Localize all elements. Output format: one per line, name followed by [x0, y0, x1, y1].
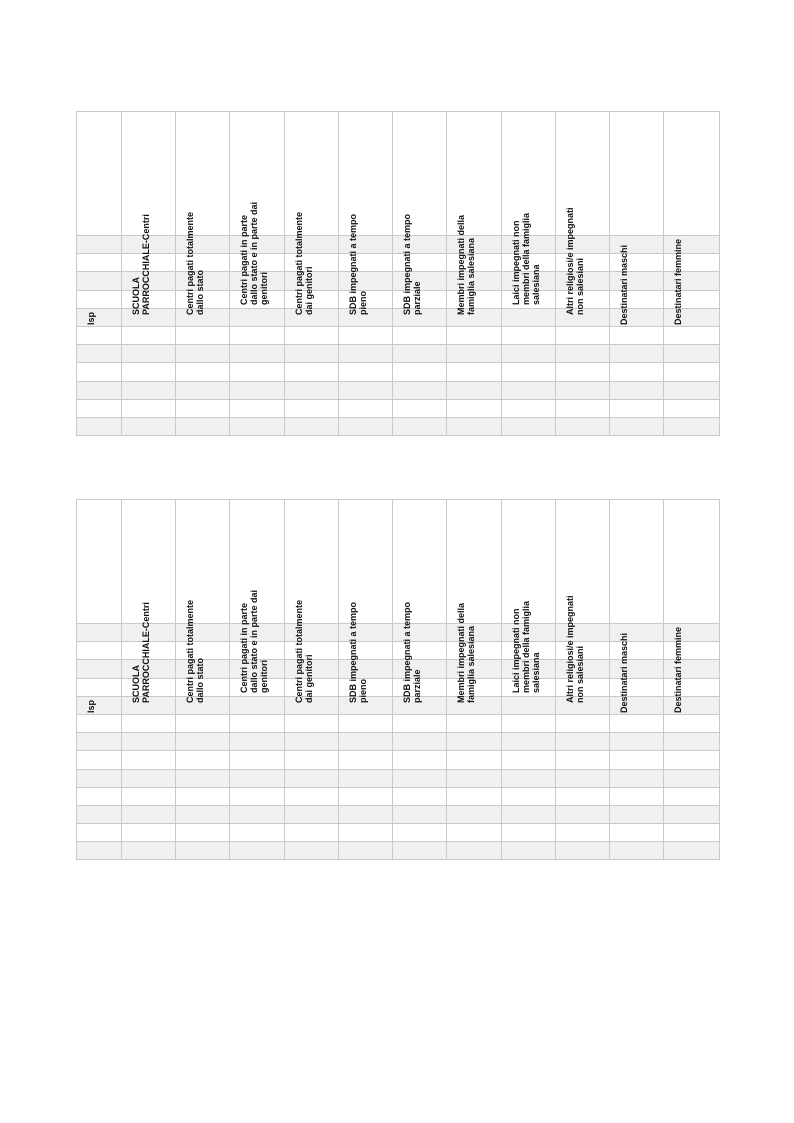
table-cell — [77, 824, 122, 842]
col-header-destinatari-femmine: Destinatari femmine — [664, 112, 720, 236]
col-header-scuola-parrocchiale: SCUOLA PARROCCHIALE-Centri — [122, 500, 176, 624]
table-cell — [285, 399, 339, 417]
table-cell — [664, 254, 720, 272]
table-cell — [285, 345, 339, 363]
table-cell — [393, 751, 447, 769]
table-cell — [230, 824, 285, 842]
table-cell — [610, 787, 664, 805]
header-row — [77, 112, 720, 236]
table-cell — [285, 714, 339, 732]
col-header-altri-religiosi: Altri religiosi/e impegnati non salesiani — [556, 112, 610, 236]
table-cell — [393, 381, 447, 399]
data-table-2 — [76, 499, 720, 860]
table-cell — [447, 399, 502, 417]
table-cell — [176, 842, 230, 860]
table-cell — [610, 399, 664, 417]
table-cell — [230, 326, 285, 344]
col-header-sdb-pieno: SDB impegnati a tempo pieno — [339, 112, 393, 236]
table-cell — [664, 678, 720, 696]
table-cell — [230, 787, 285, 805]
table-cell — [122, 842, 176, 860]
table-cell — [176, 733, 230, 751]
table-cell — [610, 417, 664, 435]
table-cell — [77, 254, 122, 272]
table-cell — [502, 805, 556, 823]
table-cell — [556, 363, 610, 381]
table-cell — [77, 381, 122, 399]
table-cell — [610, 769, 664, 787]
table-cell — [664, 326, 720, 344]
table-cell — [610, 624, 664, 642]
table-cell — [447, 714, 502, 732]
table-row — [77, 733, 720, 751]
table-cell — [447, 326, 502, 344]
table-cell — [610, 254, 664, 272]
table-cell — [77, 805, 122, 823]
table-cell — [502, 417, 556, 435]
col-header-laici: Laici impegnati non membri della famiglia salesiana — [502, 112, 556, 236]
table-cell — [339, 417, 393, 435]
table-cell — [502, 714, 556, 732]
table-cell — [122, 751, 176, 769]
table-cell — [285, 326, 339, 344]
table-cell — [502, 787, 556, 805]
table-cell — [447, 345, 502, 363]
table-cell — [122, 363, 176, 381]
table-cell — [393, 842, 447, 860]
table-cell — [664, 751, 720, 769]
table-cell — [447, 842, 502, 860]
table-cell — [339, 805, 393, 823]
col-header-scuola-parrocchiale: SCUOLA PARROCCHIALE-Centri — [122, 112, 176, 236]
table-cell — [77, 769, 122, 787]
table-cell — [393, 769, 447, 787]
table-cell — [230, 769, 285, 787]
table-cell — [556, 733, 610, 751]
table-cell — [664, 642, 720, 660]
table-cell — [176, 381, 230, 399]
table-cell — [339, 326, 393, 344]
table-cell — [122, 733, 176, 751]
table-cell — [77, 236, 122, 254]
table-cell — [664, 805, 720, 823]
table-cell — [556, 381, 610, 399]
table-cell — [176, 714, 230, 732]
table-cell — [502, 824, 556, 842]
table-cell — [393, 824, 447, 842]
table-cell — [393, 363, 447, 381]
table-cell — [122, 805, 176, 823]
table-cell — [176, 769, 230, 787]
table-cell — [610, 308, 664, 326]
table-cell — [393, 399, 447, 417]
table-cell — [664, 824, 720, 842]
table-cell — [77, 696, 122, 714]
table-cell — [447, 417, 502, 435]
table-cell — [176, 363, 230, 381]
table-cell — [285, 363, 339, 381]
table-row — [77, 345, 720, 363]
table-cell — [610, 805, 664, 823]
table-cell — [285, 733, 339, 751]
table-cell — [77, 642, 122, 660]
table-cell — [339, 345, 393, 363]
table-cell — [176, 399, 230, 417]
table-cell — [77, 272, 122, 290]
table-cell — [664, 842, 720, 860]
table-cell — [664, 733, 720, 751]
table-cell — [77, 624, 122, 642]
table-cell — [610, 824, 664, 842]
table-row — [77, 326, 720, 344]
table-cell — [502, 751, 556, 769]
table-cell — [664, 381, 720, 399]
table-cell — [556, 751, 610, 769]
table-cell — [664, 345, 720, 363]
table-cell — [77, 660, 122, 678]
table-cell — [664, 714, 720, 732]
table-cell — [502, 399, 556, 417]
table-cell — [556, 769, 610, 787]
table-cell — [339, 769, 393, 787]
table-cell — [664, 308, 720, 326]
table-cell — [447, 824, 502, 842]
table-cell — [77, 417, 122, 435]
table-cell — [556, 326, 610, 344]
table-cell — [339, 751, 393, 769]
table-cell — [122, 417, 176, 435]
table-cell — [556, 714, 610, 732]
table-row — [77, 805, 720, 823]
table-cell — [610, 345, 664, 363]
table-cell — [610, 696, 664, 714]
table-row — [77, 842, 720, 860]
table-cell — [285, 751, 339, 769]
col-header-isp: Isp — [77, 500, 122, 624]
table-cell — [610, 660, 664, 678]
data-table-1 — [76, 111, 720, 436]
table-cell — [230, 399, 285, 417]
table-cell — [502, 345, 556, 363]
table-cell — [122, 381, 176, 399]
table-cell — [230, 308, 285, 326]
table-cell — [230, 805, 285, 823]
table-cell — [176, 345, 230, 363]
table-cell — [77, 842, 122, 860]
table-cell — [447, 751, 502, 769]
table-cell — [664, 660, 720, 678]
table-cell — [556, 805, 610, 823]
table-cell — [339, 787, 393, 805]
table-cell — [77, 363, 122, 381]
table-cell — [285, 824, 339, 842]
table-cell — [556, 824, 610, 842]
table-cell — [230, 714, 285, 732]
table-cell — [556, 842, 610, 860]
table-cell — [176, 326, 230, 344]
table-cell — [610, 714, 664, 732]
table-cell — [664, 624, 720, 642]
table-cell — [230, 733, 285, 751]
table-cell — [285, 842, 339, 860]
table-cell — [664, 363, 720, 381]
table-cell — [447, 381, 502, 399]
col-header-centri-stato: Centri pagati totalmente dallo stato — [176, 500, 230, 624]
table-cell — [447, 787, 502, 805]
table-cell — [285, 805, 339, 823]
table-row — [77, 714, 720, 732]
col-header-destinatari-maschi: Destinatari maschi — [610, 500, 664, 624]
table-cell — [122, 345, 176, 363]
table-cell — [176, 787, 230, 805]
table-cell — [176, 824, 230, 842]
table-cell — [664, 696, 720, 714]
col-header-destinatari-maschi: Destinatari maschi — [610, 112, 664, 236]
table-cell — [502, 769, 556, 787]
table-cell — [230, 417, 285, 435]
col-header-centri-misti: Centri pagati in parte dallo stato e in parte dai genitori — [230, 500, 285, 624]
table-cell — [664, 787, 720, 805]
table-cell — [77, 787, 122, 805]
table-cell — [610, 678, 664, 696]
table-row — [77, 363, 720, 381]
table-cell — [122, 326, 176, 344]
table-cell — [77, 733, 122, 751]
col-header-laici: Laici impegnati non membri della famiglia salesiana — [502, 500, 556, 624]
table-cell — [122, 787, 176, 805]
table-cell — [556, 399, 610, 417]
col-header-isp: Isp — [77, 112, 122, 236]
col-header-sdb-parziale: SDB impegnati a tempo parziale — [393, 112, 447, 236]
table-row — [77, 769, 720, 787]
table-cell — [664, 272, 720, 290]
table-cell — [77, 399, 122, 417]
table-cell — [77, 290, 122, 308]
table-cell — [447, 805, 502, 823]
header-row — [77, 500, 720, 624]
table-row — [77, 787, 720, 805]
table-cell — [176, 417, 230, 435]
table-cell — [77, 751, 122, 769]
table-row — [77, 399, 720, 417]
table-cell — [502, 842, 556, 860]
table-cell — [556, 417, 610, 435]
table-cell — [77, 678, 122, 696]
table-cell — [176, 805, 230, 823]
table-cell — [77, 345, 122, 363]
table-cell — [664, 769, 720, 787]
table-cell — [393, 345, 447, 363]
col-header-destinatari-femmine: Destinatari femmine — [664, 500, 720, 624]
table-cell — [339, 842, 393, 860]
table-cell — [502, 381, 556, 399]
table-cell — [610, 326, 664, 344]
col-header-altri-religiosi: Altri religiosi/e impegnati non salesiani — [556, 500, 610, 624]
table-cell — [664, 290, 720, 308]
table-cell — [447, 733, 502, 751]
table-row — [77, 381, 720, 399]
table-cell — [339, 733, 393, 751]
table-cell — [447, 769, 502, 787]
table-cell — [176, 751, 230, 769]
table-cell — [230, 345, 285, 363]
col-header-membri-famiglia: Membri impegnati della famiglia salesiana — [447, 112, 502, 236]
table-cell — [230, 696, 285, 714]
table-cell — [285, 381, 339, 399]
table-cell — [502, 308, 556, 326]
table-cell — [393, 417, 447, 435]
table-cell — [610, 272, 664, 290]
table-cell — [664, 417, 720, 435]
table-cell — [610, 751, 664, 769]
table-cell — [393, 787, 447, 805]
table-cell — [502, 363, 556, 381]
table-cell — [230, 363, 285, 381]
table-cell — [230, 751, 285, 769]
table-cell — [122, 714, 176, 732]
table-cell — [556, 787, 610, 805]
table-cell — [393, 714, 447, 732]
col-header-centri-misti: Centri pagati in parte dallo stato e in parte dai genitori — [230, 112, 285, 236]
table-cell — [339, 381, 393, 399]
table-cell — [230, 381, 285, 399]
table-cell — [122, 824, 176, 842]
table-cell — [285, 787, 339, 805]
table-cell — [610, 363, 664, 381]
table-cell — [122, 769, 176, 787]
col-header-sdb-pieno: SDB impegnati a tempo pieno — [339, 500, 393, 624]
table-cell — [610, 381, 664, 399]
table-cell — [339, 824, 393, 842]
col-header-membri-famiglia: Membri impegnati della famiglia salesiana — [447, 500, 502, 624]
table-cell — [502, 326, 556, 344]
table-cell — [339, 714, 393, 732]
table-cell — [339, 399, 393, 417]
table-cell — [285, 769, 339, 787]
table-cell — [502, 696, 556, 714]
col-header-centri-genitori: Centri pagati totalmente dai genitori — [285, 112, 339, 236]
table-cell — [77, 308, 122, 326]
table-cell — [77, 714, 122, 732]
table-cell — [610, 290, 664, 308]
table-cell — [230, 842, 285, 860]
table-cell — [664, 399, 720, 417]
table-cell — [610, 733, 664, 751]
table-cell — [77, 326, 122, 344]
table-cell — [393, 733, 447, 751]
table-row — [77, 824, 720, 842]
table-cell — [610, 642, 664, 660]
table-cell — [447, 363, 502, 381]
col-header-sdb-parziale: SDB impegnati a tempo parziale — [393, 500, 447, 624]
table-row — [77, 751, 720, 769]
table-cell — [556, 345, 610, 363]
col-header-centri-genitori: Centri pagati totalmente dai genitori — [285, 500, 339, 624]
table-cell — [502, 733, 556, 751]
table-row — [77, 417, 720, 435]
table-cell — [393, 326, 447, 344]
table-cell — [339, 363, 393, 381]
table-cell — [393, 805, 447, 823]
table-cell — [122, 399, 176, 417]
table-cell — [664, 236, 720, 254]
table-cell — [610, 236, 664, 254]
table-cell — [610, 842, 664, 860]
table-cell — [285, 417, 339, 435]
col-header-centri-stato: Centri pagati totalmente dallo stato — [176, 112, 230, 236]
